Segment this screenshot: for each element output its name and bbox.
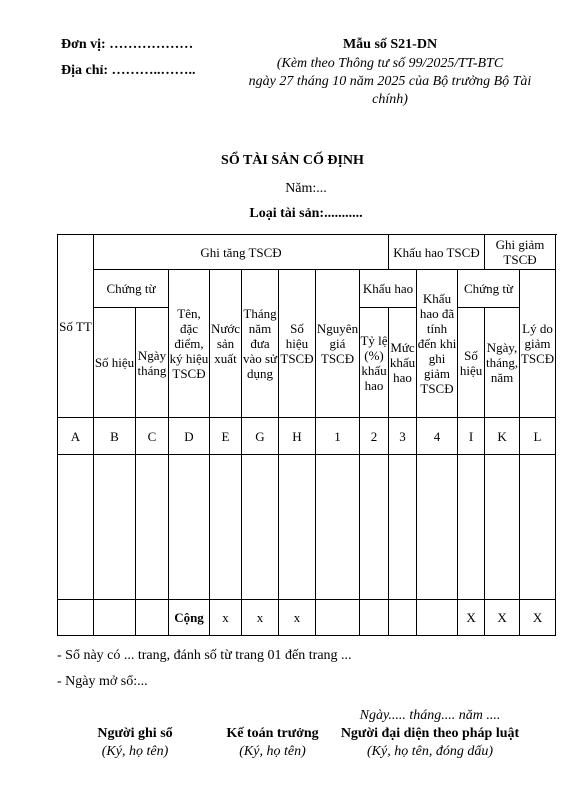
col-header-ngay-thang-nam: Ngày, tháng, năm [485,308,520,418]
note-pages: - Sổ này có ... trang, đánh số từ trang 01 đến trang ... [57,648,352,663]
legal-representative-title: Người đại diện theo pháp luật [340,726,520,741]
col-header-ten-dac-diem: Tên, đặc điểm, ký hiệu TSCĐ [169,270,210,418]
col-header-ngay-thang: Ngày tháng [136,308,169,418]
group-header-ghi-tang: Ghi tăng TSCĐ [94,235,389,270]
table-cell [417,455,458,600]
fixed-asset-ledger-table [57,234,556,636]
page-title: SỔ TÀI SẢN CỐ ĐỊNH [221,153,364,168]
total-row [58,600,556,636]
total-mark-g: x [242,600,279,636]
table-cell [485,455,520,600]
year-line: Năm:... [285,181,327,196]
code-cell: L [520,418,556,455]
code-cell: I [458,418,485,455]
column-code-row [58,418,556,455]
col-header-ty-le: Tỷ lệ (%) khấu hao [360,308,389,418]
col-header-khau-hao-da-tinh: Khấu hao đã tính đến khi ghi giảm TSCĐ [417,270,458,418]
recorder-title: Người ghi sổ [97,726,173,741]
table-cell [210,455,242,600]
table-cell [520,455,556,600]
code-cell: E [210,418,242,455]
table-row [58,455,556,600]
legal-representative-note: (Ký, họ tên, đóng dấu) [367,744,493,759]
total-cell [94,600,136,636]
asset-type-line: Loại tài sản:........... [249,206,363,221]
code-cell: 2 [360,418,389,455]
group-header-ghi-giam: Ghi giảm TSCĐ [485,235,556,270]
form-reference-line2: ngày 27 tháng 10 năm 2025 của Bộ trưởng Bộ Tài [248,74,532,89]
table-cell [360,455,389,600]
table-cell [389,455,417,600]
total-cell [360,600,389,636]
total-cell [389,600,417,636]
recorder-note: (Ký, họ tên) [101,744,169,759]
col-header-nguyen-gia: Nguyên giá TSCĐ [316,270,360,418]
signature-block-legal-representative [330,726,530,760]
unit-line: Đơn vị: ……………… [61,37,194,52]
table-cell [169,455,210,600]
col-header-ly-do-giam: Lý do giảm TSCĐ [520,270,556,418]
chief-accountant-title: Kế toán trưởng [226,726,319,741]
code-cell: A [58,418,94,455]
subgroup-header-khau-hao: Khấu hao [360,270,417,308]
signature-block-recorder [75,726,195,760]
total-cell [316,600,360,636]
signature-block-chief-accountant [210,726,335,760]
code-cell: 3 [389,418,417,455]
chief-accountant-note: (Ký, họ tên) [239,744,306,759]
total-mark-l: X [520,600,556,636]
total-mark-e: x [210,600,242,636]
code-cell: B [94,418,136,455]
col-header-so-tt: Số TT [58,235,94,418]
total-cell [58,600,94,636]
total-cell [417,600,458,636]
col-header-so-hieu-tscd: Số hiệu TSCĐ [279,270,316,418]
code-cell: C [136,418,169,455]
col-header-nuoc-san-xuat: Nước sản xuất [210,270,242,418]
code-cell: D [169,418,210,455]
table-cell [94,455,136,600]
form-reference-line3: chính) [372,92,408,107]
total-mark-i: X [458,600,485,636]
address-line: Địa chỉ: ………..…….. [61,63,196,78]
code-cell: 1 [316,418,360,455]
subgroup-header-chung-tu-giam: Chứng từ [458,270,520,308]
signature-date-line: Ngày..... tháng.... năm .... [359,708,501,723]
form-reference-line1: (Kèm theo Thông tư số 99/2025/TT-BTC [276,56,504,71]
col-header-muc-khau-hao: Mức khấu hao [389,308,417,418]
col-header-so-hieu: Số hiệu [94,308,136,418]
total-label: Cộng [169,600,210,636]
code-cell: G [242,418,279,455]
total-mark-h: x [279,600,316,636]
code-cell: K [485,418,520,455]
col-header-thang-nam-su-dung: Tháng năm đưa vào sử dụng [242,270,279,418]
table-cell [458,455,485,600]
form-number: Mẫu số S21-DN [342,37,438,52]
table-cell [316,455,360,600]
table-cell [136,455,169,600]
group-header-khau-hao-tscd: Khấu hao TSCĐ [389,235,485,270]
table-cell [242,455,279,600]
total-cell [136,600,169,636]
form-reference [240,55,540,109]
table-cell [279,455,316,600]
subgroup-header-chung-tu: Chứng từ [94,270,169,308]
note-open-date: - Ngày mở sổ:... [57,674,148,689]
total-mark-k: X [485,600,520,636]
col-header-so-hieu-giam: Số hiệu [458,308,485,418]
code-cell: H [279,418,316,455]
code-cell: 4 [417,418,458,455]
table-cell [58,455,94,600]
